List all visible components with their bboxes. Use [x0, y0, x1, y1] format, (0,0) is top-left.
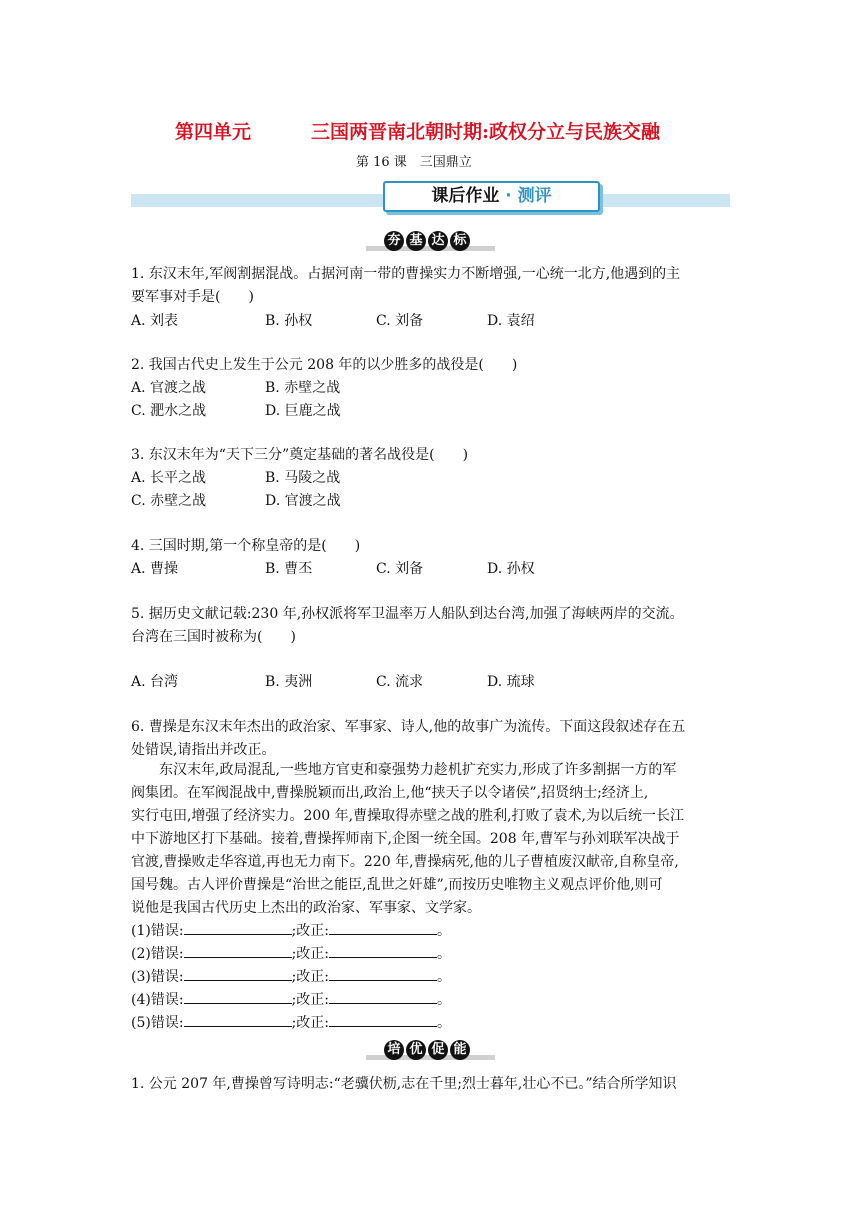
question-6-text-cont: 处错误,请指出并改正。 [131, 742, 276, 758]
correction-label: ;改正: [291, 946, 329, 962]
question-1-text: 1. 东汉末年,军阀割据混战。占据河南一带的曹操实力不断增强,一心统一北方,他遇到的主 [131, 266, 681, 282]
passage-line: 阀集团。在军阀混战中,曹操脱颖而出,政治上,他“挟天子以令诸侯”,招贤纳士;经济上, [131, 785, 649, 801]
correction-blank-4[interactable] [329, 991, 437, 1004]
error-blank-3[interactable] [184, 968, 292, 981]
error-blank-4[interactable] [184, 991, 292, 1004]
answer-row-1 [131, 920, 451, 943]
question-4-text: 4. 三国时期,第一个称皇帝的是( ) [131, 538, 361, 554]
banner-dot: · [505, 186, 512, 206]
unit-title: 三国两晋南北朝时期:政权分立与民族交融 [311, 121, 661, 143]
question-4-option-c[interactable]: C. 刘备 [376, 561, 424, 577]
question-5-text: 5. 据历史文献记载:230 年,孙权派将军卫温率万人船队到达台湾,加强了海峡两岸的交流。 [131, 606, 684, 622]
answer-row-2 [131, 943, 451, 966]
section-char: 夯 [384, 231, 404, 251]
advanced-question-1-text: 1. 公元 207 年,曹操曾写诗明志:“老骥伏枥,志在千里;烈士暮年,壮心不已。”结合所学知识 [131, 1076, 677, 1092]
answer-label: (1)错误: [131, 923, 184, 939]
banner-text-homework: 课后作业 [431, 186, 500, 206]
section-char: 标 [450, 231, 470, 251]
answer-row-3 [131, 966, 451, 989]
correction-blank-3[interactable] [329, 968, 437, 981]
question-6-text: 6. 曹操是东汉末年杰出的政治家、军事家、诗人,他的故事广为流传。下面这段叙述存在五 [131, 719, 686, 735]
question-3-text: 3. 东汉末年为“天下三分”奠定基础的著名战役是( ) [131, 447, 469, 463]
answer-label: (5)错误: [131, 1015, 184, 1031]
correction-blank-5[interactable] [329, 1014, 437, 1027]
question-5-option-a[interactable]: A. 台湾 [131, 674, 179, 690]
question-4-option-a[interactable]: A. 曹操 [131, 561, 179, 577]
question-2-option-c[interactable]: C. 淝水之战 [131, 403, 207, 419]
answer-label: (3)错误: [131, 969, 184, 985]
period: 。 [437, 969, 451, 985]
error-blank-1[interactable] [184, 922, 292, 935]
question-3-option-c[interactable]: C. 赤壁之战 [131, 493, 207, 509]
question-4-option-d[interactable]: D. 孙权 [487, 561, 535, 577]
question-1-option-a[interactable]: A. 刘表 [131, 313, 179, 329]
correction-blank-1[interactable] [329, 922, 437, 935]
passage-line: 实行屯田,增强了经济实力。200 年,曹操取得赤壁之战的胜利,打败了袁术,为以后统一长江 [131, 808, 684, 824]
answer-row-4 [131, 989, 451, 1012]
question-2-text: 2. 我国古代史上发生于公元 208 年的以少胜多的战役是( ) [131, 357, 518, 373]
section-char: 能 [450, 1040, 470, 1060]
section-char: 基 [406, 231, 426, 251]
section-char: 达 [428, 231, 448, 251]
unit-number: 第四单元 [175, 121, 252, 143]
answer-row-5 [131, 1012, 451, 1035]
error-blank-2[interactable] [184, 945, 292, 958]
error-blank-5[interactable] [184, 1014, 292, 1027]
question-5-text-cont: 台湾在三国时被称为( ) [131, 629, 296, 645]
section-advanced-heading [366, 1040, 495, 1060]
question-4-option-b[interactable]: B. 曹丕 [265, 561, 313, 577]
correction-label: ;改正: [291, 1015, 329, 1031]
question-2-option-d[interactable]: D. 巨鹿之战 [265, 403, 341, 419]
section-char: 优 [406, 1040, 426, 1060]
question-3-option-b[interactable]: B. 马陵之战 [265, 470, 341, 486]
correction-label: ;改正: [291, 992, 329, 1008]
lesson-title: 第 16 课 三国鼎立 [356, 155, 472, 170]
correction-blank-2[interactable] [329, 945, 437, 958]
section-char: 促 [428, 1040, 448, 1060]
passage-line: 说他是我国古代历史上杰出的政治家、军事家、文学家。 [131, 900, 481, 916]
section-char: 培 [384, 1040, 404, 1060]
passage-line: 东汉末年,政局混乱,一些地方官吏和豪强势力趁机扩充实力,形成了许多割据一方的军 [131, 762, 677, 778]
passage-line: 官渡,曹操败走华容道,再也无力南下。220 年,曹操病死,他的儿子曹植废汉献帝,自称皇帝, [131, 854, 679, 870]
question-1-text-cont: 要军事对手是( ) [131, 289, 254, 305]
question-5-option-b[interactable]: B. 夷洲 [265, 674, 313, 690]
passage-line: 国号魏。古人评价曹操是“治世之能臣,乱世之奸雄”,而按历史唯物主义观点评价他,则可 [131, 877, 663, 893]
period: 。 [437, 923, 451, 939]
question-1-option-c[interactable]: C. 刘备 [376, 313, 424, 329]
answer-label: (2)错误: [131, 946, 184, 962]
period: 。 [437, 1015, 451, 1031]
question-6-passage [131, 759, 684, 920]
question-1-option-d[interactable]: D. 袁绍 [487, 313, 535, 329]
correction-label: ;改正: [291, 969, 329, 985]
banner-text-test: 测评 [517, 186, 552, 206]
passage-line: 中下游地区打下基础。接着,曹操挥师南下,企图一统全国。208 年,曹军与孙刘联军决战于 [131, 831, 680, 847]
period: 。 [437, 946, 451, 962]
question-3-option-a[interactable]: A. 长平之战 [131, 470, 207, 486]
question-2-option-b[interactable]: B. 赤壁之战 [265, 380, 341, 396]
period: 。 [437, 992, 451, 1008]
section-basic-heading [366, 231, 495, 251]
question-5-option-d[interactable]: D. 琉球 [487, 674, 535, 690]
question-5-option-c[interactable]: C. 流求 [376, 674, 424, 690]
answer-label: (4)错误: [131, 992, 184, 1008]
answer-section [131, 920, 451, 1035]
homework-banner [383, 181, 600, 212]
question-2-option-a[interactable]: A. 官渡之战 [131, 380, 207, 396]
question-1-option-b[interactable]: B. 孙权 [265, 313, 313, 329]
question-3-option-d[interactable]: D. 官渡之战 [265, 493, 341, 509]
correction-label: ;改正: [291, 923, 329, 939]
